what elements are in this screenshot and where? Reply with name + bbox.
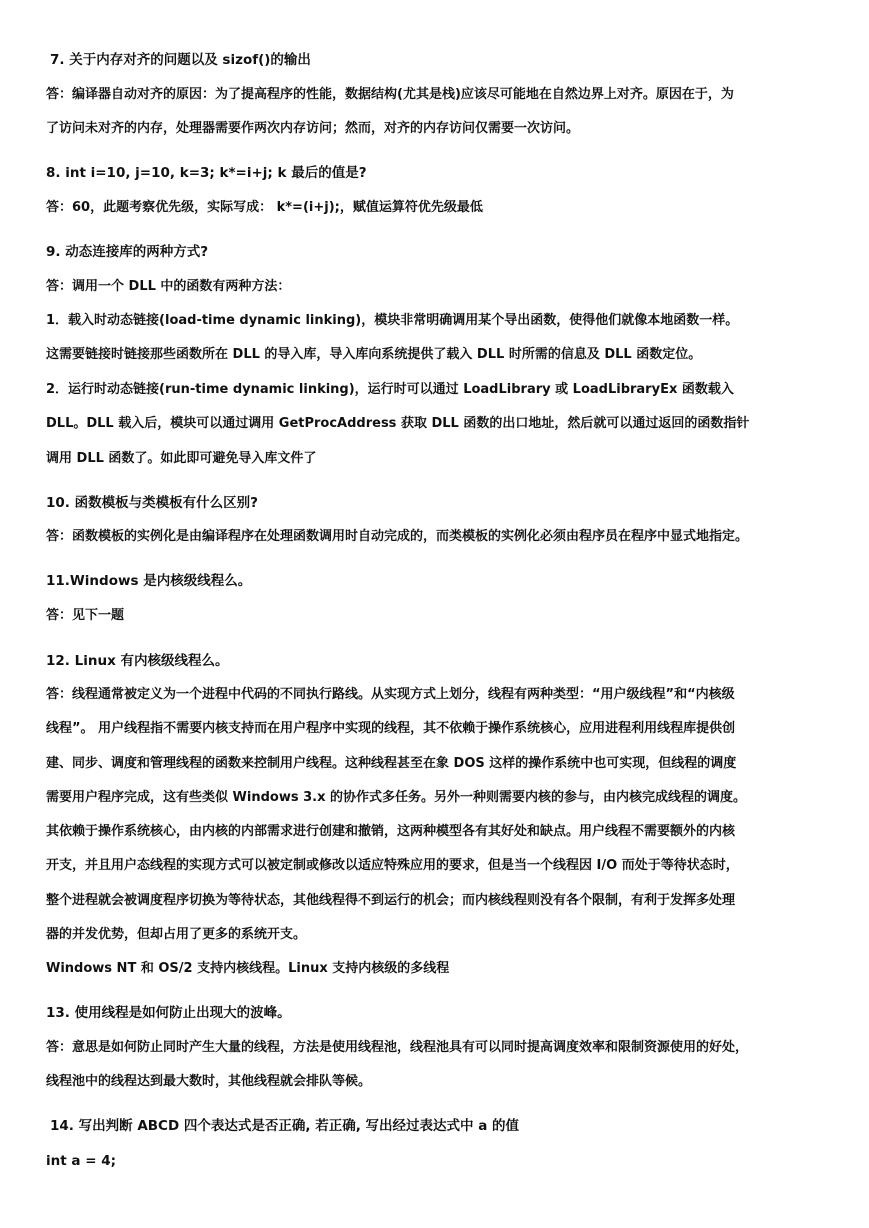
answer-12-line-2: 线程”。 用户线程指不需要内核支持而在用户程序中实现的线程，其不依赖于操作系统核心，应用进程利用线程库提供创 <box>46 721 736 736</box>
question-8-title: 8. int i=10, j=10, k=3; k*=i+j; k 最后的值是? <box>46 165 367 181</box>
question-9-title: 9. 动态连接库的两种方式? <box>46 244 209 260</box>
answer-9-line-1: 答：调用一个 DLL 中的函数有两种方法： <box>46 279 291 294</box>
answer-10-line-1: 答：函数模板的实例化是由编译程序在处理函数调用时自动完成的，而类模板的实例化必须由程序员在程序中显式地指定。 <box>46 529 749 544</box>
question-10-title: 10. 函数模板与类模板有什么区别? <box>46 495 258 511</box>
answer-12-line-7: 整个进程就会被调度程序切换为等待状态，其他线程得不到运行的机会；而内核线程则没有各个限制，有利于发挥多处理 <box>46 893 736 908</box>
answer-9-line-5: DLL。DLL 载入后，模块可以通过调用 GetProcAddress 获取 DLL 函数的出口地址，然后就可以通过返回的函数指针 <box>46 416 750 431</box>
answer-12-line-9: Windows NT 和 OS/2 支持内核线程。Linux 支持内核级的多线程 <box>46 961 450 976</box>
answer-12-line-6: 开支，并且用户态线程的实现方式可以被定制或修改以适应特殊应用的要求，但是当一个线程因 I/O 而处于等待状态时， <box>46 858 739 873</box>
answer-9-line-6: 调用 DLL 函数了。如此即可避免导入库文件了 <box>46 451 317 466</box>
answer-12-line-3: 建、同步、调度和管理线程的函数来控制用户线程。这种线程甚至在象 DOS 这样的操作系统中也可实现，但线程的调度 <box>46 756 737 771</box>
answer-13-line-2: 线程池中的线程达到最大数时，其他线程就会排队等候。 <box>46 1074 372 1089</box>
answer-9-line-4: 2．运行时动态链接(run-time dynamic linking)，运行时可以通过 LoadLibrary 或 LoadLibraryEx 函数载入 <box>46 382 734 397</box>
answer-8-line-1: 答：60，此题考察优先级，实际写成： k*=(i+j);，赋值运算符优先级最低 <box>46 200 483 215</box>
answer-7-line-2: 了访问未对齐的内存，处理器需要作两次内存访问；然而，对齐的内存访问仅需要一次访问。 <box>46 121 580 136</box>
answer-9-line-3: 这需要链接时链接那些函数所在 DLL 的导入库，导入库向系统提供了载入 DLL 时所需的信息及 DLL 函数定位。 <box>46 347 702 362</box>
answer-12-line-4: 需要用户程序完成，这有些类似 Windows 3.x 的协作式多任务。另外一种则需要内核的参与，由内核完成线程的调度。 <box>46 790 746 805</box>
answer-12-line-1: 答：线程通常被定义为一个进程中代码的不同执行路线。从实现方式上划分，线程有两种类型：“用户级线程”和“内核级 <box>46 687 735 702</box>
answer-9-line-2: 1．载入时动态链接(load-time dynamic linking)，模块非常明确调用某个导出函数，使得他们就像本地函数一样。 <box>46 313 739 328</box>
answer-12-line-8: 器的并发优势，但却占用了更多的系统开支。 <box>46 927 307 942</box>
answer-11-line-1: 答：见下一题 <box>46 608 125 623</box>
answer-12-line-5: 其依赖于操作系统核心，由内核的内部需求进行创建和撤销，这两种模型各有其好处和缺点。用户线程不需要额外的内核 <box>46 824 736 839</box>
code-line-1: int a = 4; <box>46 1153 117 1169</box>
answer-7-line-1: 答：编译器自动对齐的原因：为了提高程序的性能，数据结构(尤其是栈)应该尽可能地在自然边界上对齐。原因在于，为 <box>46 87 734 102</box>
question-13-title: 13. 使用线程是如何防止出现大的波峰。 <box>46 1005 291 1021</box>
question-12-title: 12. Linux 有内核级线程么。 <box>46 653 229 669</box>
answer-13-line-1: 答：意思是如何防止同时产生大量的线程，方法是使用线程池，线程池具有可以同时提高调度效率和限制资源使用的好处， <box>46 1040 749 1055</box>
question-11-title: 11.Windows 是内核级线程么。 <box>46 573 252 589</box>
question-14-title: 14. 写出判断 ABCD 四个表达式是否正确, 若正确, 写出经过表达式中 a 的值 <box>50 1118 520 1134</box>
question-7-title: 7. 关于内存对齐的问题以及 sizof()的输出 <box>50 52 311 68</box>
